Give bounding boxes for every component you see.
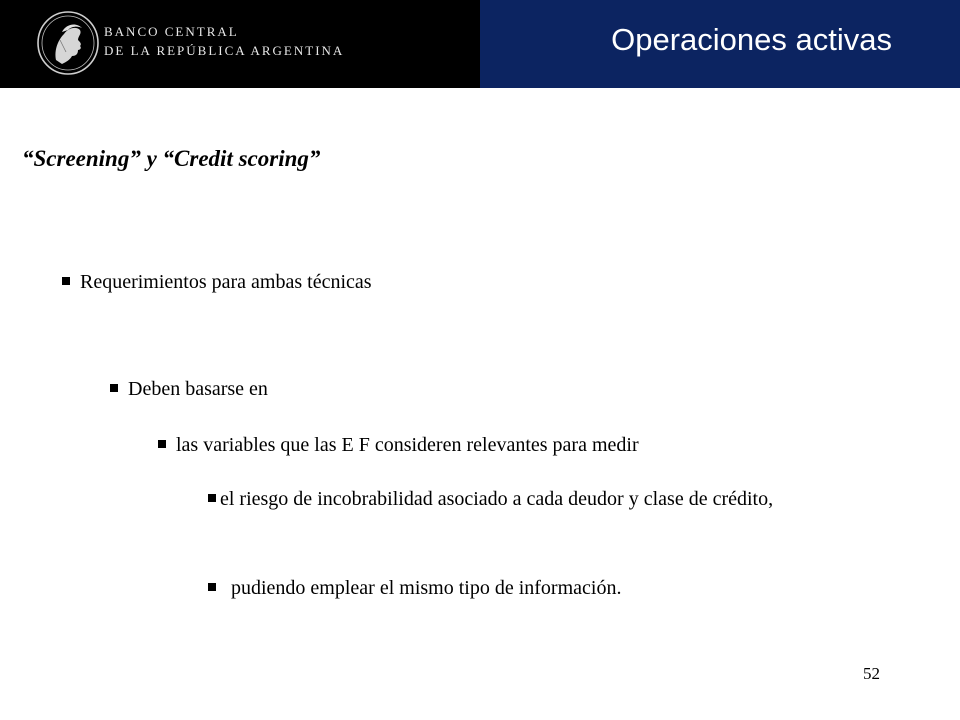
bullet-level-3: [158, 428, 639, 462]
bullet-text: Deben basarse en: [128, 378, 268, 400]
bullet-text: Requerimientos para ambas técnicas: [80, 271, 372, 293]
brand-name: [104, 22, 344, 60]
square-bullet-icon: [208, 583, 216, 591]
bcra-seal-icon: [36, 10, 100, 76]
section-heading: “Screening” y “Credit scoring”: [22, 146, 321, 171]
page-number: 52: [863, 664, 880, 683]
brand-line-2: DE LA REPÚBLICA ARGENTINA: [104, 43, 345, 58]
slide-header: [0, 0, 960, 88]
bullet-text: el riesgo de incobrabilidad asociado a cada deudor y clase de crédito,: [220, 488, 774, 510]
brand-line-1: BANCO CENTRAL: [104, 24, 239, 39]
brand-panel: [0, 0, 480, 88]
square-bullet-icon: [158, 440, 166, 448]
bullet-level-4-risk: [208, 482, 910, 516]
square-bullet-icon: [110, 384, 118, 392]
bullet-level-4-info: [208, 571, 621, 605]
bullet-text: las variables que las E F consideren relevantes para medir: [176, 434, 639, 456]
bullet-level-1: [62, 265, 372, 299]
bullet-level-2: [110, 372, 268, 406]
bullet-text: pudiendo emplear el mismo tipo de información.: [226, 577, 622, 599]
square-bullet-icon: [62, 277, 70, 285]
title-panel: [480, 0, 960, 88]
slide-title: Operaciones activas: [611, 22, 892, 57]
square-bullet-icon: [208, 494, 216, 502]
